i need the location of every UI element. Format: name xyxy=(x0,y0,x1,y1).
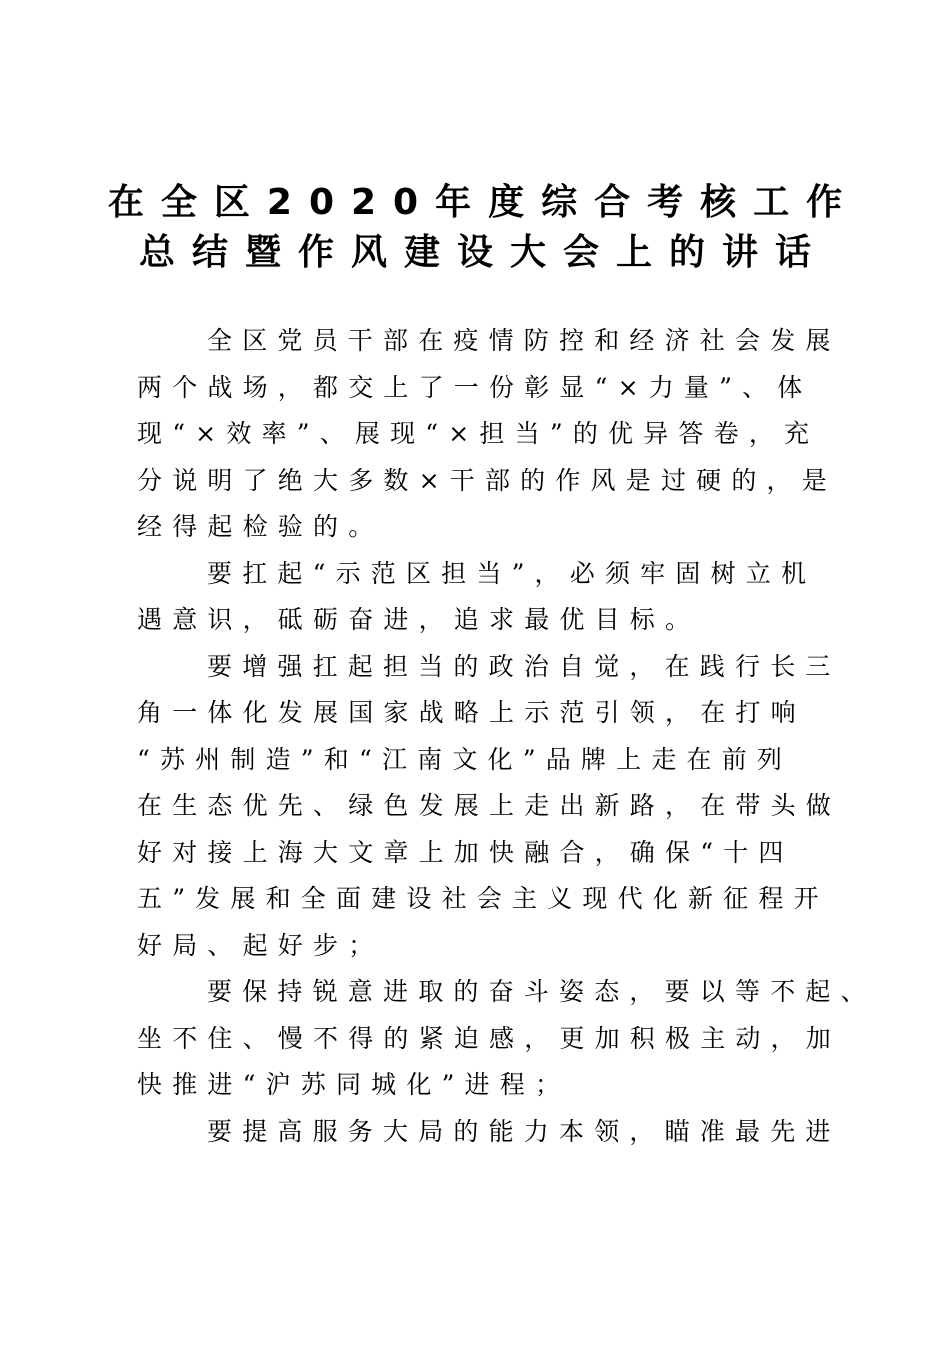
body-line: 在生态优先、绿色发展上走出新路，在带头做 xyxy=(137,791,842,820)
body-line: 要保持锐意进取的奋斗姿态，要以等不起、 xyxy=(207,977,876,1006)
body-line: 五”发展和全面建设社会主义现代化新征程开 xyxy=(137,884,829,913)
document-title xyxy=(0,178,950,278)
body-line: 要增强扛起担当的政治自觉，在践行长三 xyxy=(207,651,841,681)
body-line: 全区党员干部在疫情防控和经济社会发展 xyxy=(207,326,841,355)
title-line-2: 总结暨作风建设大会上的讲话 xyxy=(138,232,828,273)
body-line: 快推进“沪苏同城化”进程； xyxy=(137,1070,571,1099)
body-line: 两个战场，都交上了一份彰显“×力量”、体 xyxy=(137,372,813,402)
title-line-1: 在全区2020年度综合考核工作 xyxy=(107,182,860,223)
body-line: 坐不住、慢不得的紧迫感，更加积极主动，加 xyxy=(137,1023,842,1053)
body-line: 要提高服务大局的能力本领，瞄准最先进 xyxy=(207,1116,841,1146)
body-line: 遇意识，砥砺奋进，追求最优目标。 xyxy=(137,605,701,634)
body-line: 分说明了绝大多数×干部的作风是过硬的，是 xyxy=(137,465,837,495)
document-body xyxy=(137,318,876,1155)
body-line: 角一体化发展国家战略上示范引领，在打响 xyxy=(137,698,806,727)
body-line: 要扛起“示范区担当”，必须牢固树立机 xyxy=(207,558,817,588)
body-line: 好局、起好步； xyxy=(137,930,384,960)
body-line: 经得起检验的。 xyxy=(137,512,384,541)
body-line: 好对接上海大文章上加快融合，确保“十四 xyxy=(137,837,794,867)
body-line: “苏州制造”和“江南文化”品牌上走在前列 xyxy=(137,744,793,774)
body-line: 现“×效率”、展现“×担当”的优异答卷，充 xyxy=(137,419,820,448)
